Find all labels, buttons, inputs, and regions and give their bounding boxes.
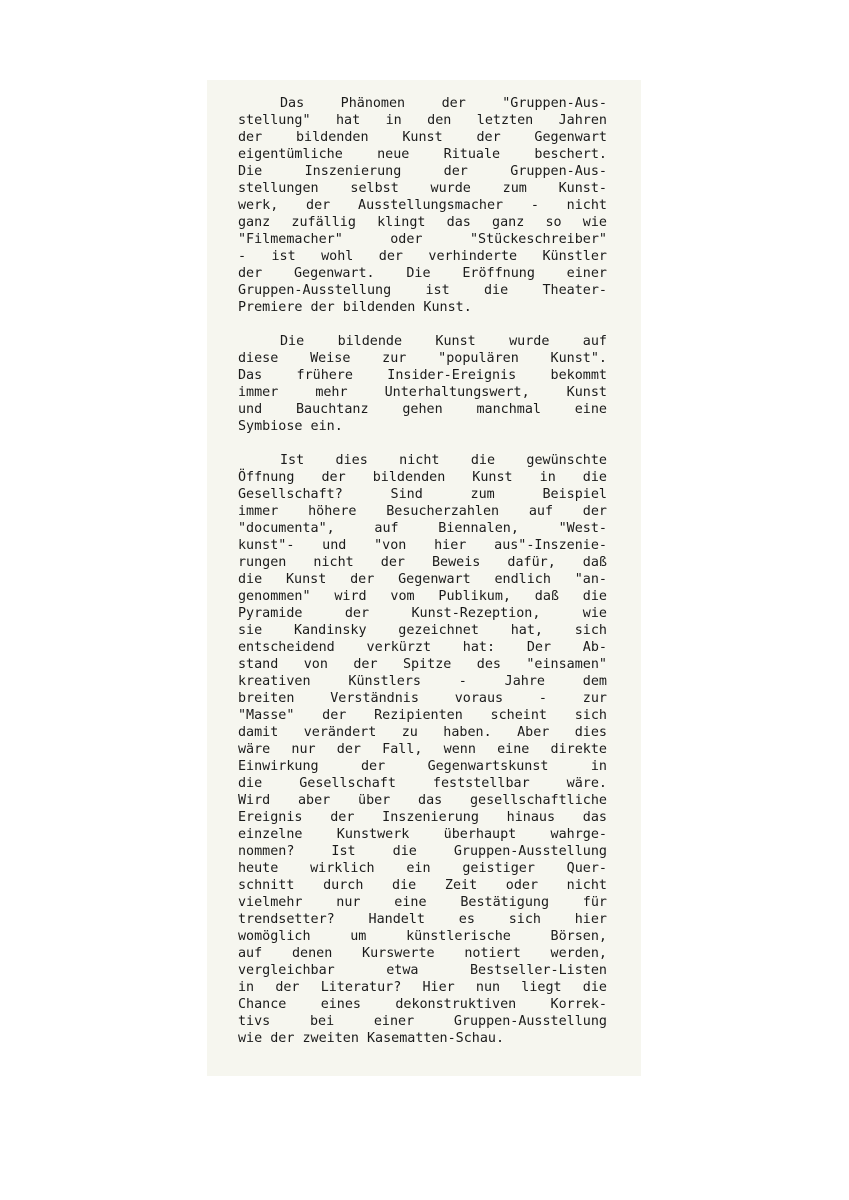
- text-line: damit verändert zu haben. Aber dies: [238, 725, 607, 740]
- text-line: in der Literatur? Hier nun liegt die: [238, 980, 607, 995]
- scanned-text-page: [207, 80, 641, 1076]
- text-line: entscheidend verkürzt hat: Der Ab-: [238, 640, 607, 655]
- text-line: einzelne Kunstwerk überhaupt wahrge-: [238, 827, 607, 842]
- text-line: Ist dies nicht die gewünschte: [280, 453, 607, 468]
- text-line: "Filmemacher" oder "Stückeschreiber": [238, 232, 607, 247]
- text-line: - ist wohl der verhinderte Künstler: [238, 249, 607, 264]
- text-line: trendsetter? Handelt es sich hier: [238, 912, 607, 927]
- text-line: Einwirkung der Gegenwartskunst in: [238, 759, 607, 774]
- text-line: Premiere der bildenden Kunst.: [238, 300, 472, 315]
- text-line: wäre nur der Fall, wenn eine direkte: [238, 742, 607, 757]
- text-line: die Gesellschaft feststellbar wäre.: [238, 776, 607, 791]
- text-line: immer höhere Besucherzahlen auf der: [238, 504, 607, 519]
- text-line: Die Inszenierung der Gruppen-Aus-: [238, 164, 607, 179]
- text-line: diese Weise zur "populären Kunst".: [238, 351, 607, 366]
- text-line: werk, der Ausstellungsmacher - nicht: [238, 198, 607, 213]
- text-line: Das frühere Insider-Ereignis bekommt: [238, 368, 607, 383]
- text-line: rungen nicht der Beweis dafür, daß: [238, 555, 607, 570]
- text-line: immer mehr Unterhaltungswert, Kunst: [238, 385, 607, 400]
- text-line: kreativen Künstlers - Jahre dem: [238, 674, 607, 689]
- text-line: eigentümliche neue Rituale beschert.: [238, 147, 607, 162]
- text-line: stellung" hat in den letzten Jahren: [238, 113, 607, 128]
- text-line: kunst"- und "von hier aus"-Inszenie-: [238, 538, 607, 553]
- text-line: stand von der Spitze des "einsamen": [238, 657, 607, 672]
- text-line: "Masse" der Rezipienten scheint sich: [238, 708, 607, 723]
- text-line: vergleichbar etwa Bestseller-Listen: [238, 963, 607, 978]
- text-line: nommen? Ist die Gruppen-Ausstellung: [238, 844, 607, 859]
- paragraph-1: [238, 95, 607, 316]
- text-line: die Kunst der Gegenwart endlich "an-: [238, 572, 607, 587]
- text-line: breiten Verständnis voraus - zur: [238, 691, 607, 706]
- paragraph-3: [238, 452, 607, 1047]
- text-line: Symbiose ein.: [238, 419, 343, 434]
- text-line: Das Phänomen der "Gruppen-Aus-: [280, 96, 607, 111]
- text-line: Pyramide der Kunst-Rezeption, wie: [238, 606, 607, 621]
- text-line: Chance eines dekonstruktiven Korrek-: [238, 997, 607, 1012]
- text-line: heute wirklich ein geistiger Quer-: [238, 861, 607, 876]
- text-line: Gesellschaft? Sind zum Beispiel: [238, 487, 607, 502]
- text-line: Ereignis der Inszenierung hinaus das: [238, 810, 607, 825]
- text-line: der bildenden Kunst der Gegenwart: [238, 130, 607, 145]
- text-line: Wird aber über das gesellschaftliche: [238, 793, 607, 808]
- text-line: vielmehr nur eine Bestätigung für: [238, 895, 607, 910]
- text-line: auf denen Kurswerte notiert werden,: [238, 946, 607, 961]
- paragraph-2: [238, 333, 607, 435]
- text-line: tivs bei einer Gruppen-Ausstellung: [238, 1014, 607, 1029]
- text-line: "documenta", auf Biennalen, "West-: [238, 521, 607, 536]
- text-line: stellungen selbst wurde zum Kunst-: [238, 181, 607, 196]
- text-line: Gruppen-Ausstellung ist die Theater-: [238, 283, 607, 298]
- text-line: schnitt durch die Zeit oder nicht: [238, 878, 607, 893]
- text-line: Die bildende Kunst wurde auf: [280, 334, 607, 349]
- text-line: wie der zweiten Kasematten-Schau.: [238, 1031, 505, 1046]
- text-line: der Gegenwart. Die Eröffnung einer: [238, 266, 607, 281]
- text-line: womöglich um künstlerische Börsen,: [238, 929, 607, 944]
- text-line: und Bauchtanz gehen manchmal eine: [238, 402, 607, 417]
- text-line: genommen" wird vom Publikum, daß die: [238, 589, 607, 604]
- text-line: Öffnung der bildenden Kunst in die: [238, 470, 607, 485]
- text-line: sie Kandinsky gezeichnet hat, sich: [238, 623, 607, 638]
- text-line: ganz zufällig klingt das ganz so wie: [238, 215, 607, 230]
